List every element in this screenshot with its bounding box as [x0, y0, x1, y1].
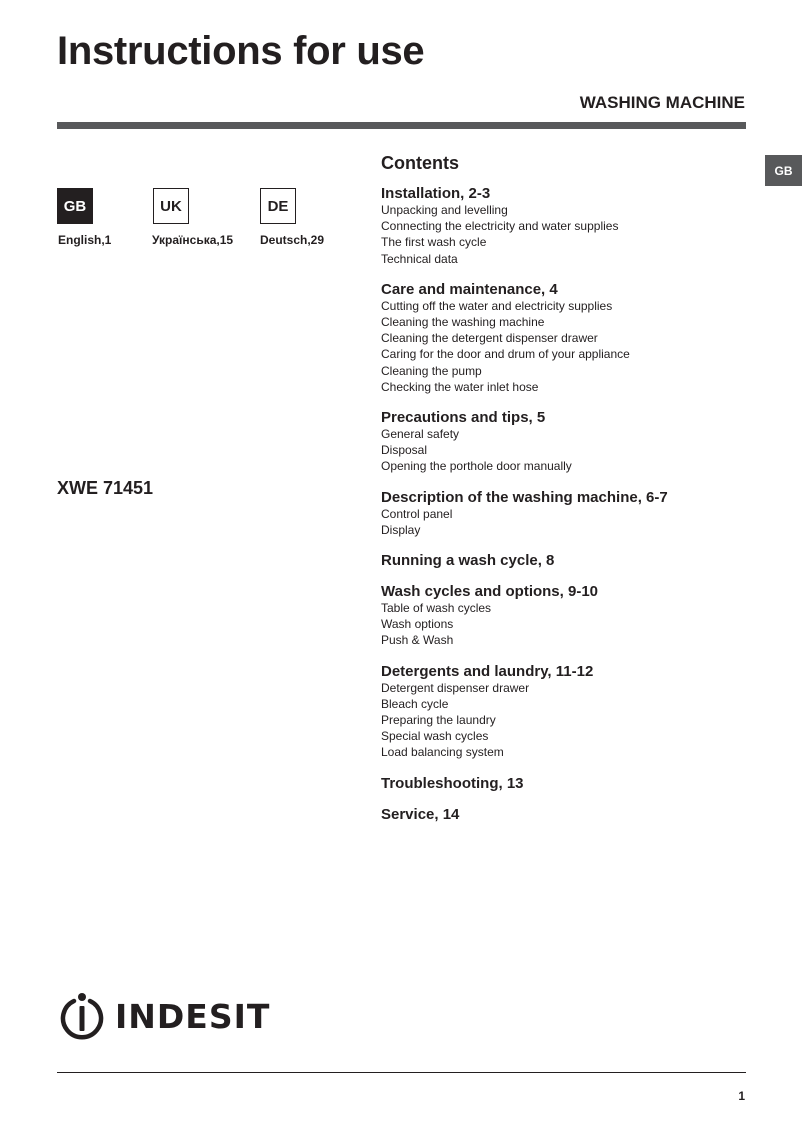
language-box-gb: GB — [57, 188, 93, 224]
section-item: Connecting the electricity and water supplies — [381, 219, 619, 234]
section-item: Checking the water inlet hose — [381, 379, 539, 394]
section-item: Cleaning the pump — [381, 363, 482, 378]
section-item: Technical data — [381, 251, 458, 266]
contents-section — [381, 775, 741, 792]
contents-section — [381, 409, 741, 475]
contents-section — [381, 489, 741, 538]
section-item: Cleaning the washing machine — [381, 315, 545, 330]
brand-name: INDESIT — [115, 996, 271, 1036]
contents-sections — [381, 185, 741, 823]
document-title: Instructions for use — [57, 29, 425, 73]
section-item: Detergent dispenser drawer — [381, 680, 530, 695]
language-label-english: English,1 — [58, 233, 112, 247]
language-label-german: Deutsch,29 — [260, 233, 325, 247]
section-title: Wash cycles and options, 9-10 — [381, 583, 599, 601]
section-item: Display — [381, 522, 421, 537]
model-number: XWE 71451 — [57, 478, 154, 498]
section-item: The first wash cycle — [381, 235, 487, 250]
section-item: Unpacking and levelling — [381, 203, 508, 217]
brand-logo — [57, 991, 270, 1041]
section-item: Push & Wash — [381, 633, 454, 648]
section-title: Troubleshooting, 13 — [381, 774, 524, 792]
product-type: WASHING MACHINE — [579, 93, 745, 112]
header-divider — [57, 122, 746, 129]
section-title: Description of the washing machine, 6-7 — [381, 488, 668, 506]
language-box-uk: UK — [153, 188, 189, 224]
page-number: 1 — [738, 1089, 745, 1103]
section-item: General safety — [381, 427, 460, 442]
section-item: Control panel — [381, 506, 453, 521]
indesit-logo-icon — [57, 991, 107, 1041]
contents-section — [381, 583, 741, 649]
language-label-ukrainian: Українська,15 — [152, 233, 234, 247]
section-item: Table of wash cycles — [381, 601, 492, 616]
section-title: Precautions and tips, 5 — [381, 409, 546, 427]
section-item: Load balancing system — [381, 745, 504, 760]
footer-divider — [57, 1072, 746, 1073]
section-item: Opening the porthole door manually — [381, 459, 572, 474]
section-title: Service, 14 — [381, 805, 460, 823]
contents-section — [381, 663, 741, 761]
contents-section — [381, 185, 741, 267]
contents-section — [381, 552, 741, 569]
contents-heading: Contents — [381, 153, 459, 173]
section-title: Installation, 2-3 — [381, 185, 491, 202]
language-box-de: DE — [260, 188, 296, 224]
table-of-contents — [381, 152, 741, 837]
section-title: Care and maintenance, 4 — [381, 280, 558, 298]
section-item: Wash options — [381, 617, 454, 632]
section-title: Running a wash cycle, 8 — [381, 552, 555, 570]
section-item: Bleach cycle — [381, 696, 449, 711]
contents-section — [381, 281, 741, 395]
section-item: Cleaning the detergent dispenser drawer — [381, 331, 598, 346]
section-item: Preparing the laundry — [381, 713, 496, 728]
section-item: Caring for the door and drum of your appliance — [381, 347, 630, 362]
contents-section — [381, 806, 741, 823]
section-title: Detergents and laundry, 11-12 — [381, 662, 594, 680]
section-item: Special wash cycles — [381, 729, 489, 744]
section-item: Disposal — [381, 443, 428, 458]
section-item: Cutting off the water and electricity supplies — [381, 298, 613, 313]
language-side-tab: GB — [765, 155, 802, 186]
